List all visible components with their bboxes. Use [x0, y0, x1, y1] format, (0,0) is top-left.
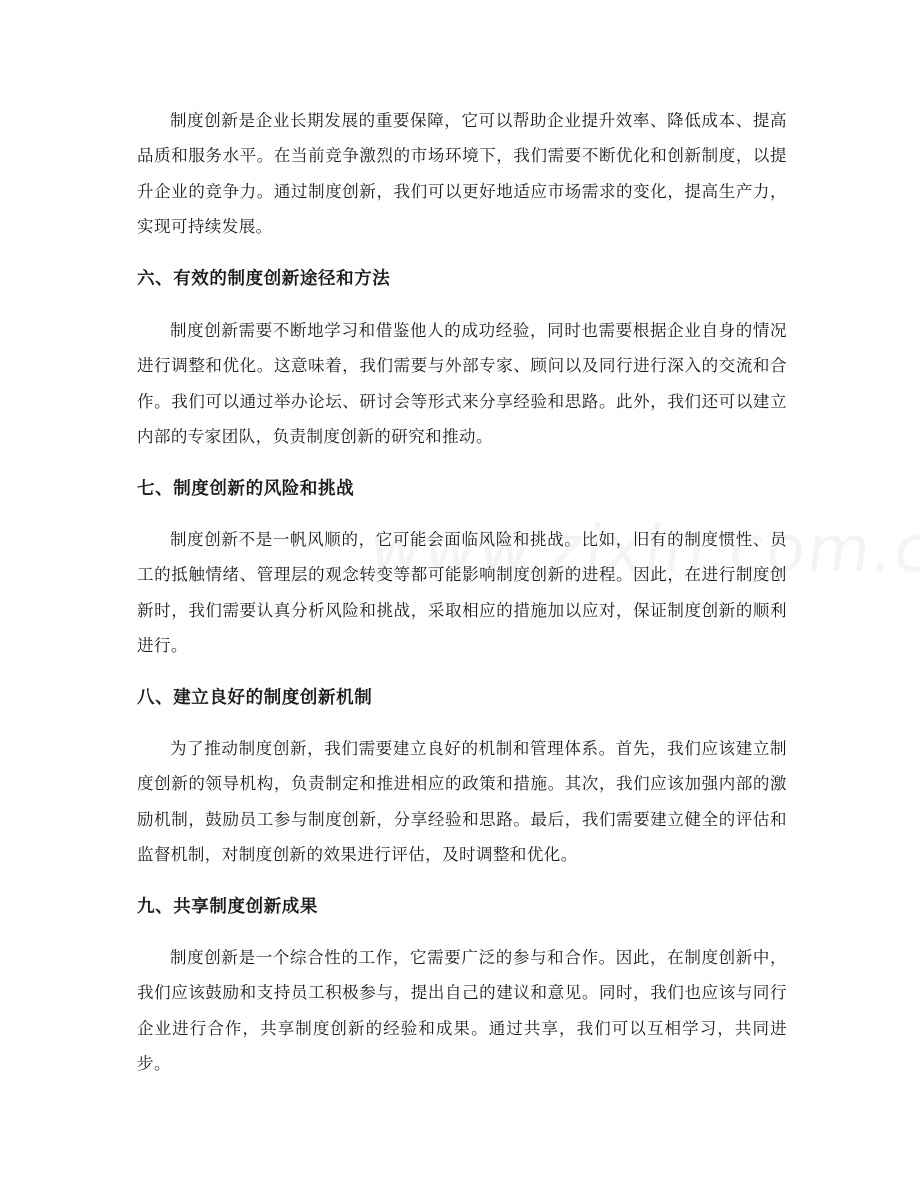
section-body-8: 为了推动制度创新，我们需要建立良好的机制和管理体系。首先，我们应该建立制度创新的领导机构，负责制定和推进相应的政策和措施。其次，我们应该加强内部的激励机制，鼓励员工参与制度创新，分享经验和思路。最后，我们需要建立健全的评估和监督机制，对制度创新的效果进行评估，及时调整和优化。	[137, 739, 787, 865]
section-body-7: 制度创新不是一帆风顺的，它可能会面临风险和挑战。比如，旧有的制度惯性、员工的抵触情绪、管理层的观念转变等都可能影响制度创新的进程。因此，在进行制度创新时，我们需要认真分析风险和挑战，采取相应的措施加以应对，保证制度创新的顺利进行。	[137, 530, 787, 656]
section-heading-9: 九、共享制度创新成果	[137, 897, 318, 917]
section-body-6: 制度创新需要不断地学习和借鉴他人的成功经验，同时也需要根据企业自身的情况进行调整和优化。这意味着，我们需要与外部专家、顾问以及同行进行深入的交流和合作。我们可以通过举办论坛、研讨会等形式来分享经验和思路。此外，我们还可以建立内部的专家团队，负责制度创新的研究和推动。	[137, 321, 787, 447]
section-heading-7: 七、制度创新的风险和挑战	[137, 479, 355, 499]
section-heading-8: 八、建立良好的制度创新机制	[137, 688, 373, 708]
section-body-9: 制度创新是一个综合性的工作，它需要广泛的参与和合作。因此，在制度创新中，我们应该鼓励和支持员工积极参与，提出自己的建议和意见。同时，我们也应该与同行企业进行合作，共享制度创新的经验和成果。通过共享，我们可以互相学习，共同进步。	[137, 948, 787, 1074]
section-heading-6: 六、有效的制度创新途径和方法	[137, 269, 391, 289]
intro-paragraph: 制度创新是企业长期发展的重要保障，它可以帮助企业提升效率、降低成本、提高品质和服务水平。在当前竞争激烈的市场环境下，我们需要不断优化和创新制度，以提升企业的竞争力。通过制度创新，我们可以更好地适应市场需求的变化，提高生产力，实现可持续发展。	[137, 111, 787, 237]
